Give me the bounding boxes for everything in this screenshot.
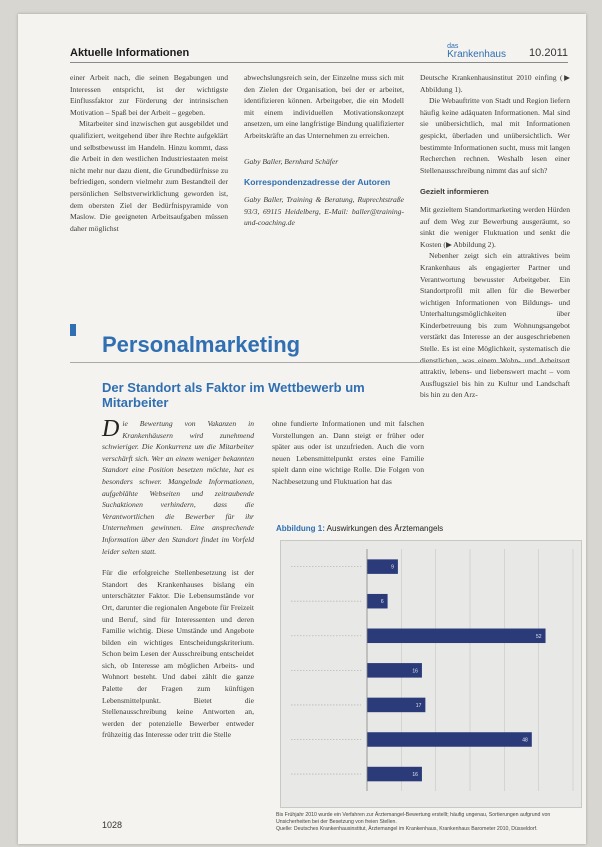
caption-source: Quelle: Deutsches Krankenhausinstitut, Ärztemangel im Krankenhaus, Krankenhaus Barometer 2010, Düsseldorf.	[276, 826, 538, 832]
lead-text: ie Bewertung von Vakanzen in Krankenhäusern wird zunehmend schwieriger. Die Konkurrenz um die Mitarbeiter verschärft sich. Wer an einem weniger bekannten Standort eine Position besetzen möchte, hat es besonders schwer. Mangelnde Informationen, aufgeblähte Webseiten und zeitraubende Suchaktionen verhindern, dass die Verantwortlichen die Bewerber für ihr Unternehmen gewinnen. Eine ansprechende Information über den Standort findet im Vorfeld leider selten statt.	[102, 419, 254, 556]
section-marker	[70, 324, 76, 336]
document-page	[18, 14, 586, 844]
issue-number: 10.2011	[529, 47, 568, 59]
paragraph: Die Webauftritte von Stadt und Region liefern häufig keine adäquaten Informationen. Mal sind sie unübersichtlich, mal mit Informationen gespickt, überladen und unübersichtlich. Wer bestimmte Informationen sucht, muss mit langen Recherchen rechnen. Weshalb lesen einer Stellenausschreibung nimmt das auf sich?	[420, 96, 570, 175]
data-label: 9	[391, 564, 394, 571]
bar-chart	[281, 541, 581, 807]
page-number: 1028	[102, 820, 123, 830]
page-header	[70, 36, 568, 63]
article-lead	[102, 418, 254, 557]
paragraph: Mitarbeiter sind inzwischen gut ausgebildet und qualifiziert, weitgehend über ihre Rechte aufgeklärt und selbstbewusst im Handeln. Hinzu kommt, dass die Arbeit in den westlichen Industriestaaten meist nicht mehr nur dazu dient, die Grundbedürfnisse zu befriedigen, sondern vielmehr zum Bestandteil der persönlichen Selbstverwirklichung geworden ist, dem obersten Ziel der Bedürfnispyramide von Maslow. Die geeigneten Arbeitsaufgaben müssen daher möglichst	[70, 119, 228, 233]
caption-text: Bis Frühjahr 2010 wurde ein Verfahren zur Ärztemangel-Bewertung erstellt; häufig ungenau, Sortierungen aufgrund von Unsicherheiten bei der Besetzung von freien Stellen.	[276, 812, 551, 825]
right-column	[420, 72, 570, 401]
data-label: 16	[412, 668, 418, 675]
bar	[367, 629, 546, 644]
paragraph: Deutsche Krankenhausinstitut 2010 einfing (▶ Abbildung 1).	[420, 73, 570, 94]
paragraph: abwechslungsreich sein, der Einzelne muss sich mit den Zielen der Organisation, bei der er arbeitet, identifizieren können. Arbeitgeber, die ein Modell mit einem individuellen Motivationskonzept ansetzen, um eine langfristige Bindung qualifizierter Arbeitskräfte an das Unternehmen zu erreichen.	[244, 73, 404, 140]
paragraph: Nebenher zeigt sich ein attraktives beim Krankenhaus als engagierter Partner und Verantwortung bewusster Arbeitgeber. Ein Standortprofil mit allen für die Bewerber wichtigen Informationen von Bildungs- und Unterhaltungsmöglichkeiten über Kinderbetreuung bis zum Wohnungsangebot verstärkt das Interesse an der ausgeschriebenen Stelle. Es ist eine Möglichkeit, systematisch die dienstlichen, was einem Wohn- und Arbeitsort attraktiv, lebens- und liebenswert macht – vom Ausflugsziel bis hin zu Kultur und Landschaft bis hin zu den Arz-	[420, 251, 570, 400]
chart-area	[280, 540, 582, 808]
data-label: 52	[535, 633, 542, 640]
paragraph: Für die erfolgreiche Stellenbesetzung ist der Standort des Krankenhauses bislang ein unterschätzter Faktor. Die Lebensumstände vor Ort, darunter die regionalen Angebote für Freizeit und Beruf, sind für Interessenten und deren Familie wichtig. Diese Umstände und Angebote bilden ein wichtiges Entscheidungskriterium. Schon beim Lesen der Ausschreibung entscheidet sich, ob Interesse am möglichen Arbeits- und Wohnort besteht. Und dabei zählt die ganze Palette der Fragen zum künftigen Lebensmittelpunkt. Bietet die Stellenausschreibung keine Antworten an, werden der potenzielle Bewerber entweder frühzeitig das Interesse oder tritt die Stelle	[102, 568, 254, 740]
section-title: Personalmarketing	[102, 332, 301, 357]
paragraph: Mit gezieltem Standortmarketing werden Hürden auf dem Weg zur Bewerbung ausgeräumt, so sinkt die weniger Fluktuation und senkt die Kosten (▶ Abbildung 2).	[420, 204, 570, 249]
figure-label: Abbildung 1:	[276, 524, 325, 533]
correspondence-heading: Korrespondenzadresse der Autoren	[244, 177, 391, 188]
data-label: 16	[412, 772, 418, 779]
correspondence-address: Gaby Baller, Training & Beratung, Ruprechtstraße 93/3, 69115 Heidelberg, E-Mail: baller@training-und-coaching.de	[244, 195, 404, 228]
top-column-2	[244, 72, 404, 229]
bar	[367, 732, 532, 747]
figure-title-text: Auswirkungen des Ärztemangels	[326, 524, 444, 533]
section-label: Aktuelle Informationen	[70, 47, 190, 59]
top-column-1	[70, 72, 228, 234]
article-column-2	[272, 418, 424, 488]
bar	[367, 594, 388, 609]
article-title: Der Standort als Faktor im Wettbewerb um Mitarbeiter	[102, 380, 365, 410]
data-label: 6	[380, 599, 384, 606]
data-label: 48	[522, 737, 528, 744]
subheading: Gezielt informieren	[420, 187, 489, 197]
paragraph: einer Arbeit nach, die seinen Begabungen und Interessen entspricht, ist der wichtigste Einflussfaktor zur Förderung der intrinsischen Motivation – Spaß bei der Arbeit – gegeben.	[70, 73, 228, 117]
paragraph: ohne fundierte Informationen und mit falschen Vorstellungen an. Dann steigt er früher oder später aus oder ist unzufrieden. Auch die vorn neuen Lebensmittelpunkt erstes eine Familie spielt dann eine wichtige Rolle. Die Folgen von Nachbesetzung und Fluktuation hat das	[272, 419, 424, 486]
logo-prefix: das	[447, 43, 459, 50]
drop-cap: D	[102, 416, 120, 442]
data-label: 17	[415, 702, 422, 709]
figure-1	[272, 522, 584, 844]
figure-title	[276, 524, 584, 533]
figure-caption	[276, 812, 576, 833]
divider	[70, 362, 568, 363]
magazine-logo	[447, 43, 506, 60]
authors: Gaby Baller, Bernhard Schäfer	[244, 156, 339, 166]
logo-name: Krankenhaus	[447, 49, 506, 60]
article-column-1	[102, 418, 254, 741]
